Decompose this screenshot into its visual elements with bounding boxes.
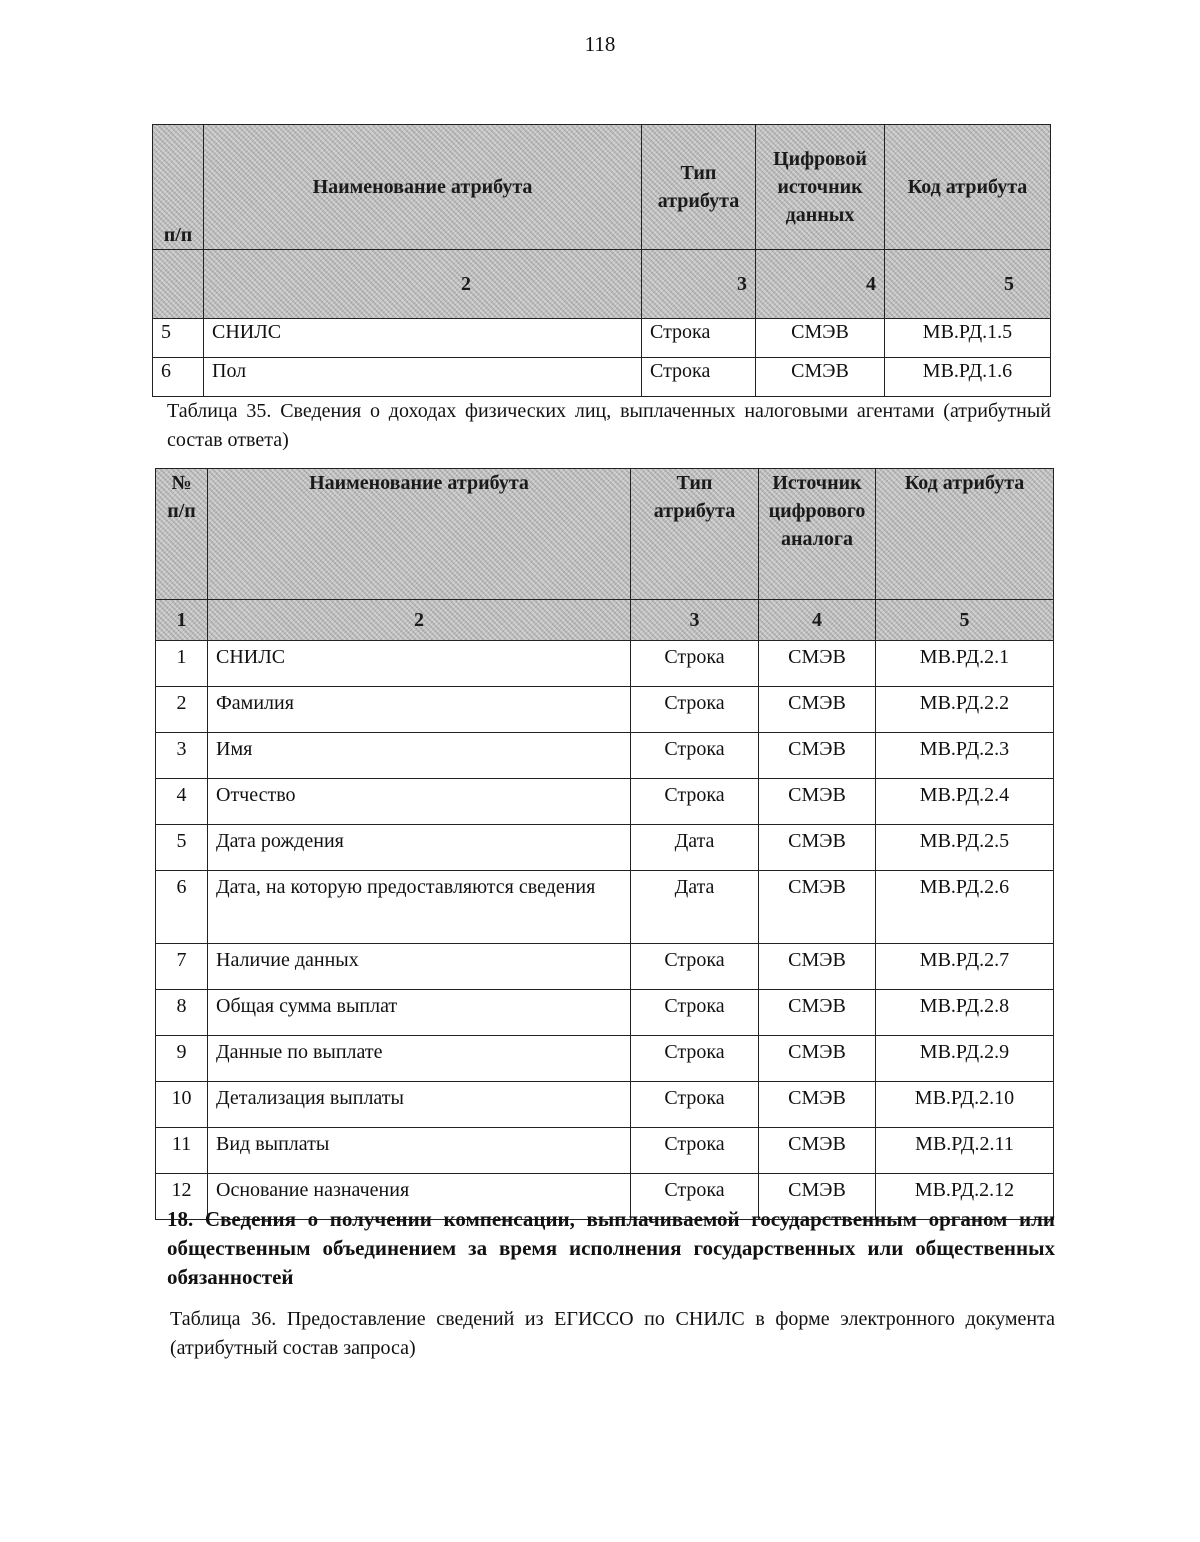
- row-data-source: СМЭВ: [756, 358, 885, 397]
- row-attribute-name: Дата, на которую предоставляются сведения: [208, 871, 631, 944]
- column-number: 2: [204, 250, 642, 319]
- header-attribute-code: Код атрибута: [876, 469, 1054, 600]
- row-attribute-code: МВ.РД.2.5: [876, 825, 1054, 871]
- row-attribute-name: Основание назначения: [208, 1174, 631, 1220]
- row-attribute-name: Общая сумма выплат: [208, 990, 631, 1036]
- column-number: 2: [208, 600, 631, 641]
- row-data-source: СМЭВ: [759, 1036, 876, 1082]
- column-number: 4: [756, 250, 885, 319]
- row-attribute-type: Дата: [631, 825, 759, 871]
- row-attribute-name: Вид выплаты: [208, 1128, 631, 1174]
- page-number: 118: [584, 32, 616, 56]
- row-attribute-type: Строка: [631, 733, 759, 779]
- row-attribute-code: МВ.РД.2.10: [876, 1082, 1054, 1128]
- row-attribute-type: Дата: [631, 871, 759, 944]
- column-number: 4: [759, 600, 876, 641]
- row-attribute-type: Строка: [642, 358, 756, 397]
- column-number: 5: [876, 600, 1054, 641]
- row-data-source: СМЭВ: [759, 990, 876, 1036]
- table-row: [156, 871, 1054, 944]
- row-attribute-code: МВ.РД.2.4: [876, 779, 1054, 825]
- attribute-table-35: [155, 468, 1054, 1220]
- row-num: 7: [156, 944, 208, 990]
- row-data-source: СМЭВ: [759, 687, 876, 733]
- table-row: [156, 779, 1054, 825]
- row-attribute-name: Фамилия: [208, 687, 631, 733]
- row-attribute-type: Строка: [631, 1082, 759, 1128]
- table-row: [156, 1036, 1054, 1082]
- header-attribute-name: Наименование атрибута: [208, 469, 631, 600]
- row-num: 3: [156, 733, 208, 779]
- row-num: 5: [153, 319, 204, 358]
- row-attribute-name: Наличие данных: [208, 944, 631, 990]
- row-data-source: СМЭВ: [759, 733, 876, 779]
- column-number: [153, 250, 204, 319]
- row-num: 6: [156, 871, 208, 944]
- row-attribute-name: СНИЛС: [204, 319, 642, 358]
- row-attribute-code: МВ.РД.2.12: [876, 1174, 1054, 1220]
- section-18-heading: 18. Сведения о получении компенсации, выплачиваемой государственным органом или общественным объединением за время исполнения государственных или общественных обязанностей: [167, 1207, 1055, 1289]
- table-35-caption: Таблица 35. Сведения о доходах физических лиц, выплаченных налоговыми агентами (атрибутный состав ответа): [167, 400, 1051, 451]
- row-attribute-name: Данные по выплате: [208, 1036, 631, 1082]
- row-num: 11: [156, 1128, 208, 1174]
- row-num: 6: [153, 358, 204, 397]
- table-row: [156, 1128, 1054, 1174]
- row-attribute-type: Строка: [631, 1036, 759, 1082]
- header-data-source: Цифровой источник данных: [756, 125, 885, 250]
- row-attribute-code: МВ.РД.2.1: [876, 641, 1054, 687]
- row-data-source: СМЭВ: [759, 944, 876, 990]
- row-attribute-name: Пол: [204, 358, 642, 397]
- row-attribute-code: МВ.РД.2.8: [876, 990, 1054, 1036]
- row-attribute-type: Строка: [631, 990, 759, 1036]
- row-attribute-code: МВ.РД.2.3: [876, 733, 1054, 779]
- column-number: 1: [156, 600, 208, 641]
- row-attribute-type: Строка: [631, 944, 759, 990]
- row-attribute-name: Детализация выплаты: [208, 1082, 631, 1128]
- row-num: 8: [156, 990, 208, 1036]
- row-attribute-code: МВ.РД.2.6: [876, 871, 1054, 944]
- row-data-source: СМЭВ: [756, 319, 885, 358]
- row-attribute-code: МВ.РД.1.5: [885, 319, 1051, 358]
- row-attribute-type: Строка: [631, 779, 759, 825]
- row-num: 12: [156, 1174, 208, 1220]
- row-data-source: СМЭВ: [759, 1174, 876, 1220]
- header-num: п/п: [153, 125, 204, 250]
- column-number: 3: [631, 600, 759, 641]
- table-row: [156, 733, 1054, 779]
- row-num: 9: [156, 1036, 208, 1082]
- row-attribute-code: МВ.РД.2.9: [876, 1036, 1054, 1082]
- row-attribute-code: МВ.РД.2.11: [876, 1128, 1054, 1174]
- row-attribute-name: Отчество: [208, 779, 631, 825]
- header-attribute-type: Тип атрибута: [631, 469, 759, 600]
- row-data-source: СМЭВ: [759, 825, 876, 871]
- row-attribute-type: Строка: [631, 1174, 759, 1220]
- table-row: [153, 319, 1051, 358]
- row-data-source: СМЭВ: [759, 779, 876, 825]
- table-row: [156, 687, 1054, 733]
- row-attribute-code: МВ.РД.2.2: [876, 687, 1054, 733]
- row-data-source: СМЭВ: [759, 1082, 876, 1128]
- row-attribute-name: СНИЛС: [208, 641, 631, 687]
- row-num: 5: [156, 825, 208, 871]
- row-attribute-name: Дата рождения: [208, 825, 631, 871]
- row-attribute-code: МВ.РД.1.6: [885, 358, 1051, 397]
- table-row: [156, 944, 1054, 990]
- row-attribute-code: МВ.РД.2.7: [876, 944, 1054, 990]
- header-attribute-name: Наименование атрибута: [204, 125, 642, 250]
- table-row: [156, 825, 1054, 871]
- row-attribute-type: Строка: [631, 1128, 759, 1174]
- header-attribute-code: Код атрибута: [885, 125, 1051, 250]
- header-digital-analog-source: Источник цифрового аналога: [759, 469, 876, 600]
- row-data-source: СМЭВ: [759, 641, 876, 687]
- row-attribute-type: Строка: [642, 319, 756, 358]
- table-row: [156, 990, 1054, 1036]
- header-num: № п/п: [156, 469, 208, 600]
- row-num: 10: [156, 1082, 208, 1128]
- table-36-caption: Таблица 36. Предоставление сведений из ЕГИССО по СНИЛС в форме электронного документа (атрибутный состав запроса): [170, 1308, 1055, 1359]
- attribute-table-continuation: [152, 124, 1051, 397]
- table-row: [156, 641, 1054, 687]
- row-num: 4: [156, 779, 208, 825]
- row-data-source: СМЭВ: [759, 1128, 876, 1174]
- table-row: [153, 358, 1051, 397]
- column-number: 5: [885, 250, 1051, 319]
- row-attribute-type: Строка: [631, 641, 759, 687]
- row-num: 2: [156, 687, 208, 733]
- header-attribute-type: Тип атрибута: [642, 125, 756, 250]
- row-attribute-name: Имя: [208, 733, 631, 779]
- row-attribute-type: Строка: [631, 687, 759, 733]
- column-number: 3: [642, 250, 756, 319]
- row-num: 1: [156, 641, 208, 687]
- table-row: [156, 1082, 1054, 1128]
- row-data-source: СМЭВ: [759, 871, 876, 944]
